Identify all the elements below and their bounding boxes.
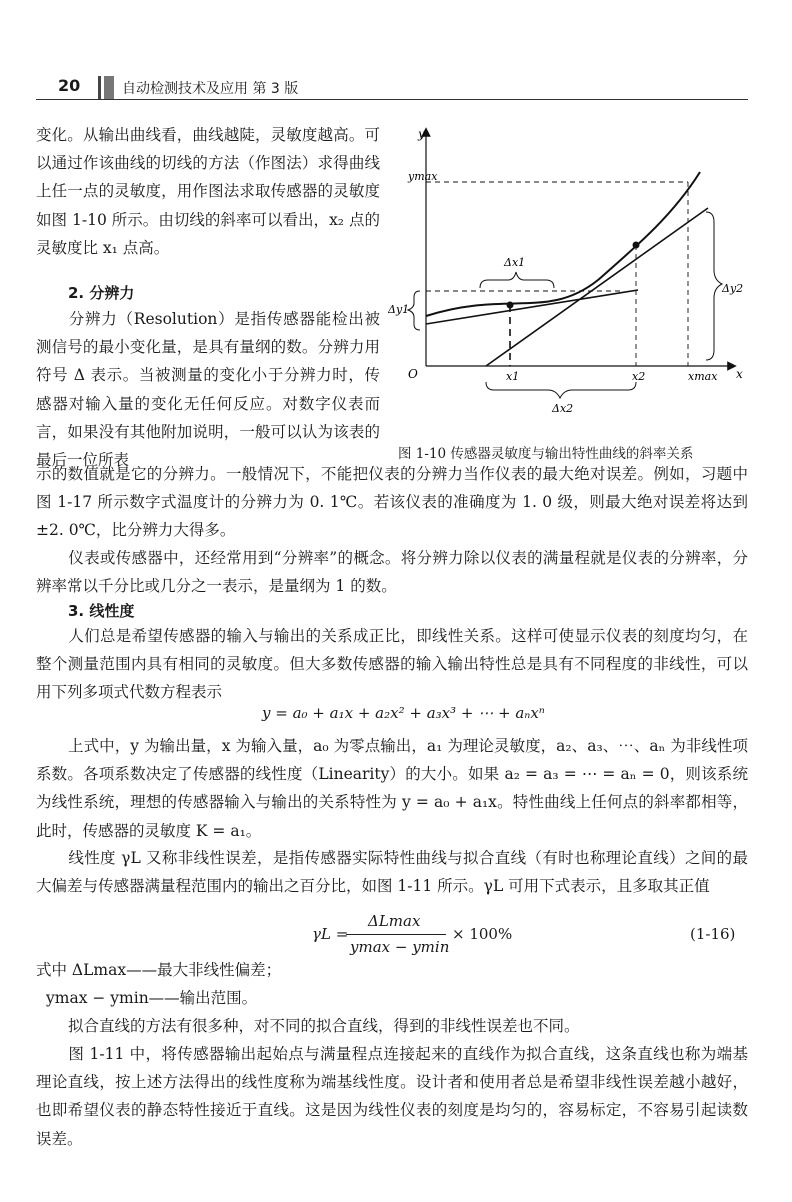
paragraph-endpoint-line: [36, 1040, 748, 1153]
definition-delta: 式中 ΔLmax——最大非线性偏差；: [36, 961, 282, 979]
section-heading-linearity: 3. 线性度: [68, 602, 135, 620]
fraction-bar: [346, 934, 446, 935]
label-dx1: Δx1: [504, 256, 526, 269]
dx1-brace: [480, 272, 554, 288]
book-title: 自动检测技术及应用 第 3 版: [122, 81, 299, 97]
header-rule: [36, 99, 748, 100]
label-x: x: [736, 367, 743, 381]
page-number: 20: [58, 76, 81, 95]
header-bar-icon: [98, 76, 101, 100]
paragraph-resolution-rate: [36, 544, 748, 600]
dx2-brace: [486, 382, 636, 398]
label-dx2: Δx2: [552, 402, 574, 415]
label-xmax: xmax: [688, 370, 718, 383]
label-dy1: Δy1: [388, 303, 410, 316]
equation-number: (1-16): [690, 925, 736, 943]
header-block-icon: [104, 76, 114, 100]
paragraph-linearity: [36, 622, 748, 707]
figure-1-10: [388, 120, 748, 420]
paragraph-fitting: [36, 1012, 748, 1040]
section-heading-resolution: 2. 分辨力: [68, 284, 135, 302]
paragraph-resolution-text: 分辨力（Resolution）是指传感器能检出被测信号的最小变化量，是具有量纲的数。分辨力用符号 Δ 表示。当被测量的变化小于分辨力时，传感器对输入量的变化无任何反应。对数字仪表而言，如果没有其他附加说明，一般可以认为该表的最后一位所表: [36, 310, 380, 470]
paragraph-resolution-cont: 示的数值就是它的分辨力。一般情况下，不能把仪表的分辨力当作仪表的最大绝对误差。例如，习题中图 1-17 所示数字式温度计的分辨力为 0. 1℃。若该仪表的准确度为 1. 0 级，则最大绝对误差将达到 ±2. 0℃，比分辨力大得多。: [36, 465, 748, 540]
formula-tail: × 100%: [452, 925, 513, 943]
sensitivity-diagram: [388, 120, 748, 420]
paragraph-resolution-rate-text: 仪表或传感器中，还经常用到“分辨率”的概念。将分辨力除以仪表的满量程就是仪表的分辨率，分辨率常以千分比或几分之一表示，是量纲为 1 的数。: [36, 549, 748, 596]
page-header: [36, 76, 748, 100]
definition-range: ymax − ymin——输出范围。: [46, 989, 258, 1007]
label-dy2: Δy2: [722, 282, 744, 295]
characteristic-curve: [426, 172, 700, 316]
label-x1: x1: [506, 370, 520, 383]
paragraph-sensitivity: 变化。从输出曲线看，曲线越陡，灵敏度越高。可以通过作该曲线的切线的方法（作图法）求得曲线上任一点的灵敏度，用作图法求取传感器的灵敏度如图 1-10 所示。由切线的斜率可以看出，x₂ 点的灵敏度比 x₁ 点高。: [36, 126, 380, 257]
paragraph-nonlinearity-text: 线性度 γL 又称非线性误差，是指传感器实际特性曲线与拟合直线（有时也称理论直线）之间的最大偏差与传感器满量程范围内的输出之百分比，如图 1-11 所示。γL 可用下式表示，且多取其正值: [36, 849, 748, 896]
formula-lhs: γL =: [312, 925, 349, 943]
paragraph-linearity-text: 人们总是希望传感器的输入与输出的关系成正比，即线性关系。这样可使显示仪表的刻度均匀，在整个测量范围内具有相同的灵敏度。但大多数传感器的输入输出特性总是具有不同程度的非线性，可以用下列多项式代数方程表示: [36, 627, 748, 702]
paragraph-fitting-text: 拟合直线的方法有很多种，对不同的拟合直线，得到的非线性误差也不同。: [68, 1017, 580, 1035]
paragraph-coefficients: [36, 732, 748, 845]
label-origin: O: [408, 367, 418, 381]
dy2-brace: [706, 212, 722, 360]
figure-caption: 图 1-10 传感器灵敏度与输出特性曲线的斜率关系: [398, 446, 694, 462]
label-ymax: ymax: [408, 170, 438, 183]
paragraph-nonlinearity: [36, 844, 748, 900]
paragraph-endpoint-line-text: 图 1-11 中，将传感器输出起始点与满量程点连接起来的直线作为拟合直线，这条直线也称为端基理论直线，按上述方法得出的线性度称为端基线性度。设计者和使用者总是希望非线性误差越小越好，也即希望仪表的静态特性接近于直线。这是因为线性仪表的刻度是均匀的，容易标定，不容易引起读数误差。: [36, 1045, 748, 1148]
label-y: y: [418, 127, 425, 141]
tangent-line-x1: [426, 290, 638, 324]
label-x2: x2: [632, 370, 646, 383]
polynomial-formula: y = a₀ + a₁x + a₂x² + a₃x³ + ⋯ + aₙxⁿ: [262, 704, 545, 722]
formula-numerator: ΔLmax: [368, 912, 421, 930]
dy1-brace: [408, 291, 420, 330]
paragraph-coefficients-text: 上式中，y 为输出量，x 为输入量，a₀ 为零点输出，a₁ 为理论灵敏度，a₂、a₃、⋯、aₙ 为非线性项系数。各项系数决定了传感器的线性度（Linearity）的大小。如果 a₂ = a₃ = ⋯ = aₙ = 0，则该系统为线性系统，理想的传感器输入与输出的关系特性为 y = a₀ + a₁x。特性曲线上任何点的斜率都相等，此时，传感器的灵敏度 K = a₁。: [36, 737, 748, 840]
tangent-line-x2: [486, 208, 708, 366]
formula-denominator: ymax − ymin: [350, 938, 450, 956]
paragraph-resolution: [36, 305, 380, 474]
